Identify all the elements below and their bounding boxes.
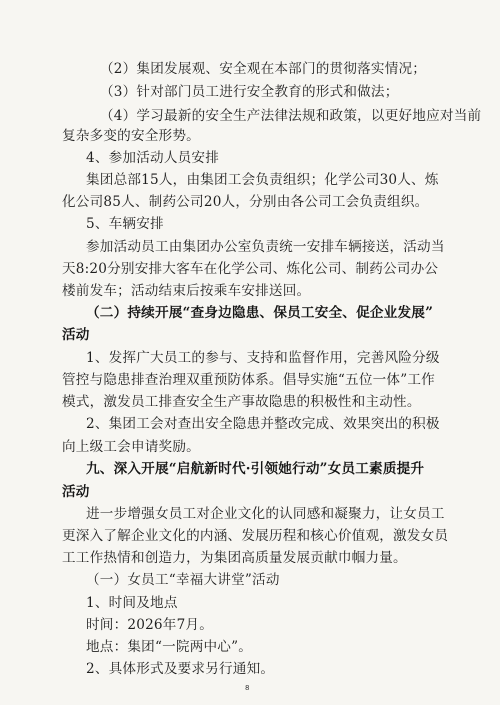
page-number: 8 [245, 684, 250, 692]
participants-line1: 集团总部15人，由集团工会负责组织；化学公司30人、炼 [86, 172, 439, 188]
section-nine-intro-line1: 进一步增强女员工对企业文化的认同感和凝聚力，让女员工 [86, 506, 445, 522]
vehicles-line3: 楼前发车；活动结束后按乘车安排送回。 [62, 283, 311, 299]
hazard-item2-line2: 向上级工会申请奖励。 [62, 439, 200, 455]
hazard-item1-line1: 1、发挥广大员工的参与、支持和监督作用，完善风险分级 [86, 350, 440, 366]
section-hazard-activity-heading-cont: 活动 [62, 327, 90, 343]
section-participants-heading: 4、参加活动人员安排 [86, 150, 219, 166]
participants-line2: 化公司85人、制药公司20人，分别由各公司工会负责组织。 [62, 194, 429, 210]
item-4-laws-line1: （4）学习最新的安全生产法律法规和政策，以更好地应对当前 [100, 108, 482, 124]
time-place-heading: 1、时间及地点 [86, 595, 178, 611]
section-nine-intro-line3: 工工作热情和创造力，为集团高质量发展贡献巾帼力量。 [62, 550, 407, 566]
section-nine-heading-cont: 活动 [62, 484, 90, 500]
hazard-item1-line2: 管控与隐患排查治理双重预防体系。倡导实施“五位一体”工作 [62, 372, 435, 388]
section-vehicles-heading: 5、车辆安排 [86, 216, 164, 232]
form-requirements-line: 2、具体形式及要求另行通知。 [86, 661, 275, 677]
section-nine-heading: 九、深入开展“启航新时代·引领她行动”女员工素质提升 [86, 461, 425, 477]
item-4-laws-line2: 复杂多变的安全形势。 [62, 128, 200, 144]
time-line: 时间：2026年7月。 [86, 617, 214, 633]
vehicles-line1: 参加活动员工由集团办公室负责统一安排车辆接送，活动当 [86, 239, 445, 255]
item-2-implementation: （2）集团发展观、安全观在本部门的贯彻落实情况； [100, 61, 427, 77]
subsection-happiness-lecture: （一）女员工“幸福大讲堂”活动 [86, 572, 280, 588]
item-3-safety-education: （3）针对部门员工进行安全教育的形式和做法； [100, 84, 399, 100]
section-nine-intro-line2: 更深入了解企业文化的内涵、发展历程和核心价值观，激发女员 [62, 528, 449, 544]
hazard-item2-line1: 2、集团工会对查出安全隐患并整改完成、效果突出的积极 [86, 416, 440, 432]
vehicles-line2: 天8:20分别安排大客车在化学公司、炼化公司、制药公司办公 [62, 261, 439, 277]
place-line: 地点：集团“一院两中心”。 [86, 639, 253, 655]
hazard-item1-line3: 模式，激发员工排查安全生产事故隐患的积极性和主动性。 [62, 394, 421, 410]
section-hazard-activity-heading: （二）持续开展“查身边隐患、保员工安全、促企业发展” [86, 305, 434, 321]
